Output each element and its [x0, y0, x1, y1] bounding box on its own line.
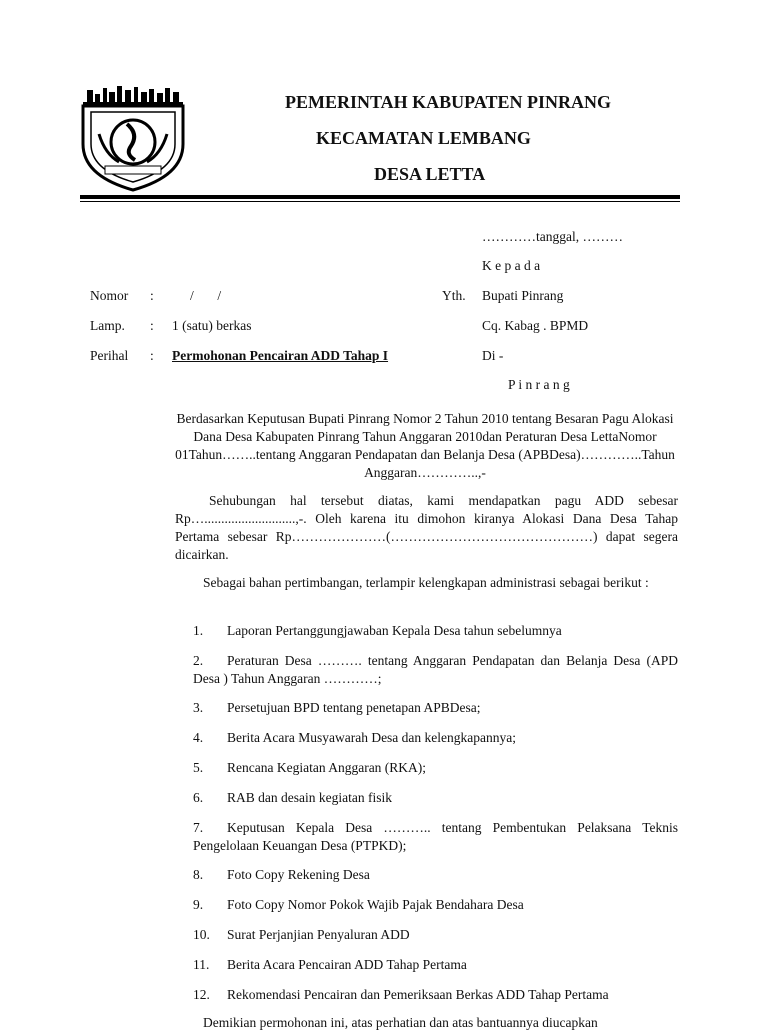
di-line: Di - [482, 348, 504, 363]
list-item-text: RAB dan desain kegiatan fisik [227, 790, 392, 805]
closing-paragraph: Demikian permohonan ini, atas perhatian dan atas bantuannya diucapkan [203, 1015, 598, 1030]
list-item-number: 6. [193, 790, 204, 805]
nomor-label: Nomor [90, 288, 129, 303]
perihal-value: Permohonan Pencairan ADD Tahap I [172, 348, 389, 363]
list-item-number: 1. [193, 623, 204, 638]
list-item-text: Foto Copy Rekening Desa [227, 867, 370, 882]
perihal-separator: : [150, 348, 154, 363]
list-item-text: Surat Perjanjian Penyaluran ADD [227, 927, 410, 942]
header-divider-thick [80, 195, 680, 199]
list-item [193, 956, 678, 974]
list-item-number: 12. [193, 987, 210, 1002]
list-item [193, 622, 678, 640]
list-item [193, 652, 678, 688]
nomor-separator: : [150, 288, 154, 303]
city-line: P i n r a n g [508, 377, 570, 392]
body-paragraph-3: Sebagai bahan pertimbangan, terlampir kelengkapan administrasi sebagai berikut : [203, 575, 649, 590]
nomor-value: / / [190, 288, 222, 303]
cq-line: Cq. Kabag . BPMD [482, 318, 589, 333]
list-item-number: 4. [193, 730, 204, 745]
kepada-label: K e p a d a [482, 258, 541, 273]
list-item-text: Rekomendasi Pencairan dan Pemeriksaan Berkas ADD Tahap Pertama [227, 987, 609, 1002]
list-item-text: Peraturan Desa ………. tentang Anggaran Pendapatan dan Belanja Desa (APD Desa ) Tahun Anggaran …………; [193, 653, 678, 686]
body-paragraph-2: Sehubungan hal tersebut diatas, kami mendapatkan pagu ADD sebesar Rp…...........................,-. Oleh karena itu dimohon kiranya Alokasi Dana Desa Tahap Pertama sebesar Rp…………………(………………………………………) dapat segera dicairkan. [175, 493, 678, 562]
list-item [193, 986, 678, 1004]
body-paragraph-1: Berdasarkan Keputusan Bupati Pinrang Nomor 2 Tahun 2010 tentang Besaran Pagu Alokasi Dana Desa Kabupaten Pinrang Tahun Anggaran 2010dan Peraturan Desa LettaNomor 01Tahun……..tentang Anggaran Pendapatan dan Belanja Desa (APBDesa)…………..Tahun Anggaran…………..,- [175, 411, 675, 480]
list-item-number: 9. [193, 897, 204, 912]
list-item-text: Laporan Pertanggungjawaban Kepala Desa tahun sebelumnya [227, 623, 562, 638]
header-divider-thin [80, 201, 680, 202]
list-item-number: 10. [193, 927, 210, 942]
list-item-number: 7. [193, 820, 204, 835]
lamp-separator: : [150, 318, 154, 333]
list-item-text: Foto Copy Nomor Pokok Wajib Pajak Bendahara Desa [227, 897, 524, 912]
list-item-text: Berita Acara Pencairan ADD Tahap Pertama [227, 957, 467, 972]
list-item-number: 2. [193, 653, 204, 668]
list-item [193, 926, 678, 944]
kabupaten-pinrang-seal-icon [79, 84, 187, 194]
list-item [193, 866, 678, 884]
lamp-label: Lamp. [90, 318, 125, 333]
list-item-text: Berita Acara Musyawarah Desa dan kelengkapannya; [227, 730, 517, 745]
perihal-label: Perihal [90, 348, 129, 363]
date-line: …………tanggal, ……… [482, 229, 623, 244]
list-item-text: Rencana Kegiatan Anggaran (RKA); [227, 760, 427, 775]
letterhead-line-2: KECAMATAN LEMBANG [316, 128, 531, 148]
list-item [193, 819, 678, 855]
list-item-text: Persetujuan BPD tentang penetapan APBDesa; [227, 700, 481, 715]
letterhead-line-3: DESA LETTA [374, 164, 486, 184]
list-item [193, 699, 678, 717]
list-item [193, 896, 678, 914]
list-item [193, 729, 678, 747]
list-item-text: Keputusan Kepala Desa ……….. tentang Pembentukan Pelaksana Teknis Pengelolaan Keuangan Desa (PTPKD); [193, 820, 678, 853]
list-item-number: 11. [193, 957, 210, 972]
list-item-number: 5. [193, 760, 204, 775]
letterhead-line-1: PEMERINTAH KABUPATEN PINRANG [285, 92, 612, 112]
yth-value: Bupati Pinrang [482, 288, 564, 303]
yth-label: Yth. [442, 288, 466, 303]
list-item-number: 8. [193, 867, 204, 882]
list-item [193, 759, 678, 777]
lamp-value: 1 (satu) berkas [172, 318, 252, 333]
list-item-number: 3. [193, 700, 204, 715]
list-item [193, 789, 678, 807]
